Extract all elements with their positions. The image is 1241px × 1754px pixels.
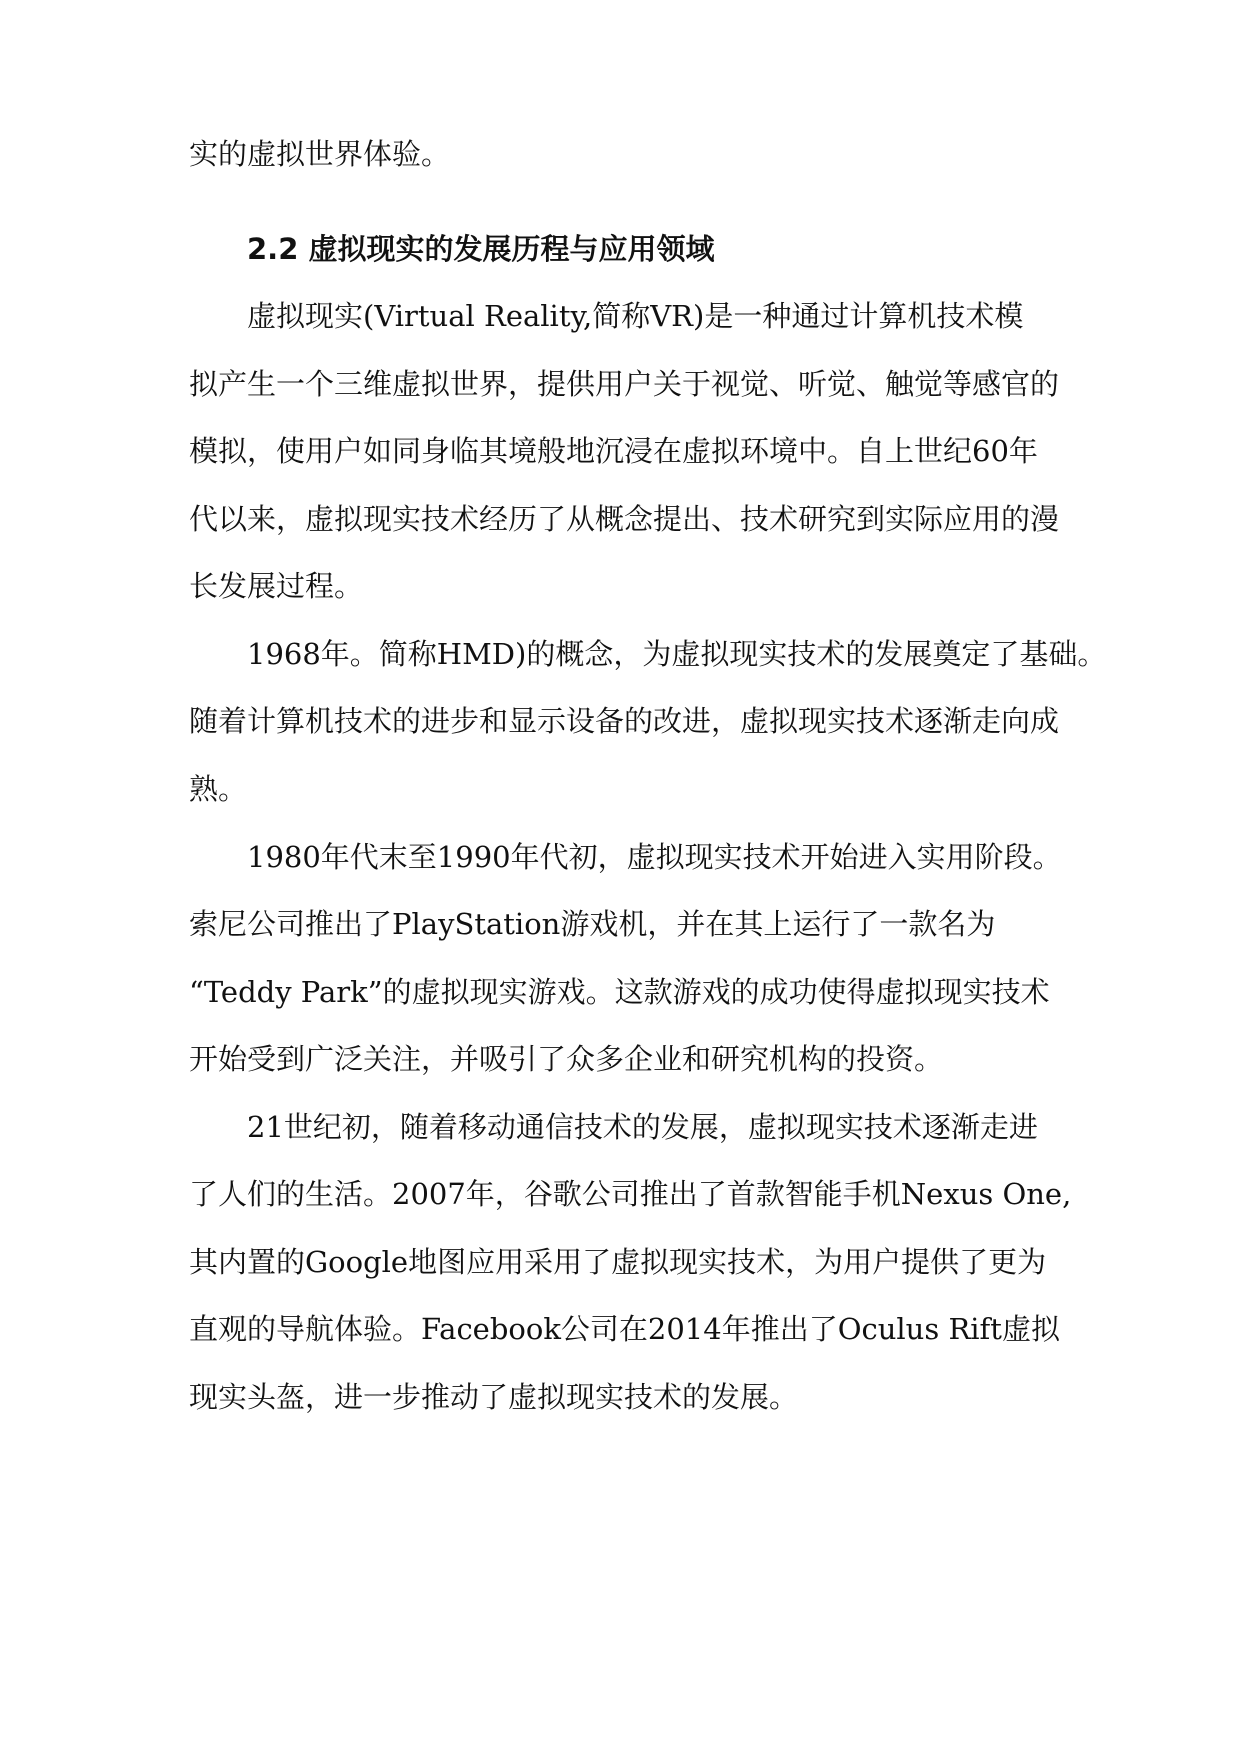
paragraph-line: 代以来，虚拟现实技术经历了从概念提出、技术研究到实际应用的漫 [189, 502, 1060, 536]
paragraph-line: 1968年。简称HMD)的概念，为虚拟现实技术的发展奠定了基础。 [247, 637, 1107, 671]
paragraph-line: 开始受到广泛关注，并吸引了众多企业和研究机构的投资。 [189, 1042, 944, 1076]
paragraph-line: 其内置的Google地图应用采用了虚拟现实技术，为用户提供了更为 [189, 1245, 1047, 1279]
paragraph-line: 21世纪初，随着移动通信技术的发展，虚拟现实技术逐渐走进 [247, 1110, 1038, 1144]
paragraph-line: 拟产生一个三维虚拟世界，提供用户关于视觉、听觉、触觉等感官的 [189, 367, 1060, 401]
paragraph-line: 随着计算机技术的进步和显示设备的改进，虚拟现实技术逐渐走向成 [189, 704, 1060, 738]
paragraph-line: 了人们的生活。2007年，谷歌公司推出了首款智能手机Nexus One, [189, 1177, 1072, 1211]
paragraph-line: 索尼公司推出了PlayStation游戏机，并在其上运行了一款名为 [189, 907, 996, 941]
continuation-text: 实的虚拟世界体验。 [189, 137, 451, 171]
paragraph-line: “Teddy Park”的虚拟现实游戏。这款游戏的成功使得虚拟现实技术 [189, 975, 1050, 1009]
paragraph-line: 1980年代末至1990年代初，虚拟现实技术开始进入实用阶段。 [247, 840, 1062, 874]
paragraph-line: 直观的导航体验。Facebook公司在2014年推出了Oculus Rift虚拟 [189, 1312, 1060, 1346]
paragraph-line: 长发展过程。 [189, 569, 364, 603]
section-heading: 2.2 虚拟现实的发展历程与应用领域 [247, 232, 715, 266]
paragraph-line: 现实头盔，进一步推动了虚拟现实技术的发展。 [189, 1380, 799, 1414]
paragraph-line: 模拟，使用户如同身临其境般地沉浸在虚拟环境中。自上世纪60年 [189, 434, 1038, 468]
paragraph-line: 虚拟现实(Virtual Reality,简称VR)是一种通过计算机技术模 [247, 299, 1024, 333]
paragraph-line: 熟。 [189, 772, 248, 806]
